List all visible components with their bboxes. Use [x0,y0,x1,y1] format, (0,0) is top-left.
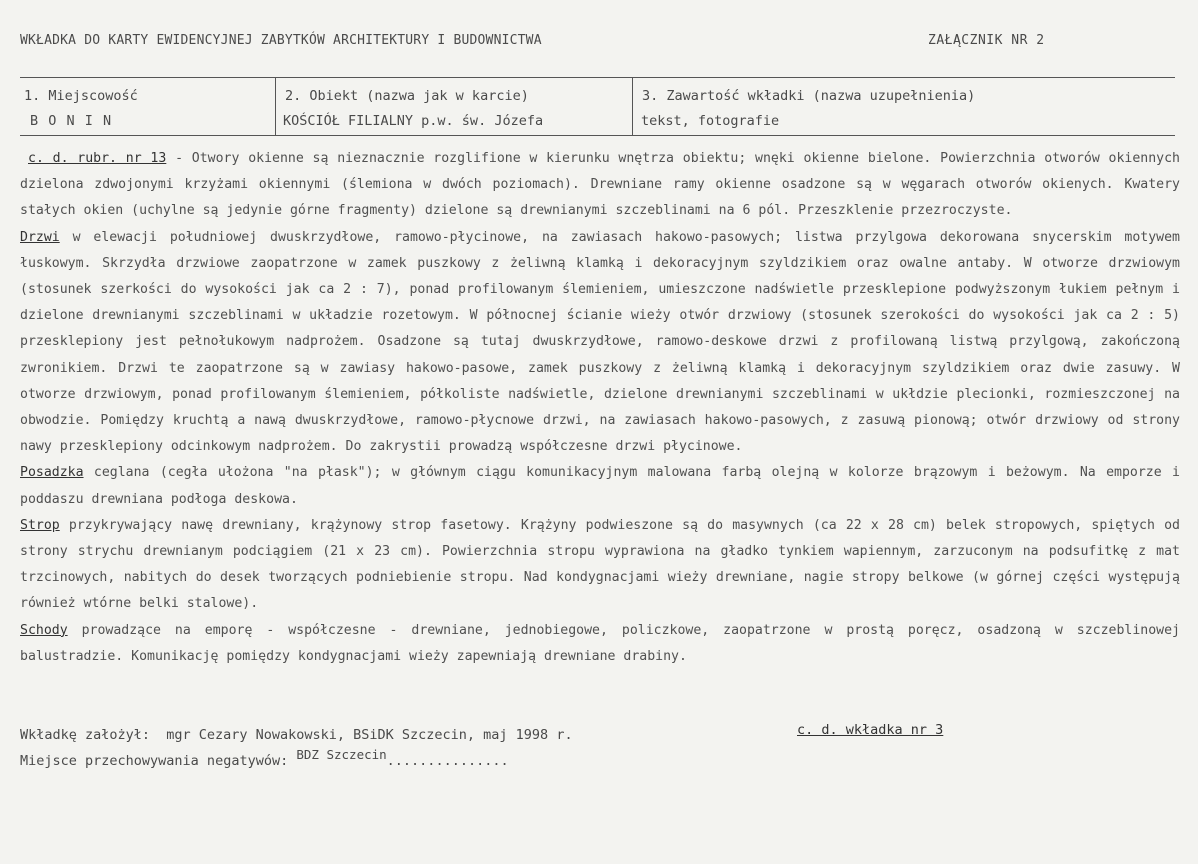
document-title: WKŁADKA DO KARTY EWIDENCYJNEJ ZABYTKÓW ARCHITEKTURY I BUDOWNICTWA [20,33,542,48]
ceiling-heading: Strop [20,517,60,533]
author-label: Wkładkę założył: [20,727,151,743]
attachment-number: ZAŁĄCZNIK NR 2 [928,33,1045,48]
stairs-heading: Schody [20,622,68,638]
description-body [20,146,1180,670]
ceiling-text: przykrywający nawę drewniany, krążynowy strop fasetowy. Krążyny podwieszone są do masywnych (ca 22 x 28 cm) belek stropowych, spiętych od strony strychu drewnianym podciągiem (21 x 23 cm). Powierzchnia stropu wyprawiona na gładko tynkiem wapiennym, zarzuconym na podsufitkę z mat trzcinowych, nabitych do desek tworzących podniebienie stropu. Nad kondygnacjami wieży drewniane, nagie stropy belkowe (w górnej części występują również wtórne belki stalowe). [20,517,1180,612]
paragraph-stairs [20,618,1180,670]
paragraph-continued [20,146,1180,225]
continued-heading: c. d. rubr. nr 13 [28,151,167,166]
location-label: 1. Miejscowość [24,88,138,104]
column-divider-2 [632,77,633,135]
doors-heading: Drzwi [20,229,60,245]
doors-text: w elewacji południowej dwuskrzydłowe, ramowo-płycinowe, na zawiasach hakowo-pasowych; listwa przylgowa dekorowana snycerskim motywem łuskowym. Skrzydła drzwiowe zaopatrzone w zamek puszkowy z żeliwną klamką i dekoracyjnym szyldzikiem oraz owalne antaby. W otworze drzwiowym (stosunek szerkości do wysokości jak ca 2 : 7), ponad profilowanym ślemieniem, umieszczone nadświetle przesklepione podwyższonym łukiem pełnym i dzielone drewnianymi szczeblinami w układzie rozetowym. W północnej ścianie wieży otwór drzwiowy (stosunek szerokości do wysokości jak ca 2 : 5) przesklepiony jest pełnołukowym nadprożem. Osadzone są tutaj dwuskrzydłowe, ramowo-deskowe drzwi z profilowaną listwą przylgową, zakończoną zwronikiem. Drzwi te zaopatrzone są w zawiasy hakowo-pasowe, zamek puszkowy z żeliwną klamką i dekoracyjnym szyldzikiem oraz dwie zasuwy. W otworze drzwiowym, ponad profilowanym ślemieniem, półkoliste nadświetle, dzielone drewnianymi szczeblinami w ukłdzie plecionki, rozmieszczonej na obwodzie. Pomiędzy kruchtą a nawą dwuskrzydłowe, ramowo-płycnowe drzwi, na zawiasach hakowo-pasowych, z zasuwą pionową; otwór drzwiowy od strony nawy przesklepiony odcinkowym nadprożem. Do zakrystii prowadzą współczesne drzwi płycinowe. [20,229,1180,455]
table-top-rule [20,77,1175,78]
author-value: mgr Cezary Nowakowski, BSiDK Szczecin, maj 1998 r. [166,727,573,743]
paragraph-doors [20,225,1180,461]
floor-heading: Posadzka [20,465,84,481]
contents-value: tekst, fotografie [641,113,780,129]
paragraph-ceiling [20,513,1180,618]
storage-value: BDZ Szczecin [296,747,387,762]
location-value: B O N I N [30,113,113,129]
object-value: KOŚCIÓŁ FILIALNY p.w. św. Józefa [283,113,544,129]
floor-text: ceglana (cegła ułożona "na płask"); w głównym ciągu komunikacyjnym malowana farbą olejną w kolorze brązowym i beżowym. Na emporze i poddaszu drewniana podłoga deskowa. [20,465,1180,507]
continued-text: - Otwory okienne są nieznacznie rozglifione w kierunku wnętrza obiektu; wnęki okienne bielone. Powierzchnia otworów okiennych dzielona zdwojonymi krzyżami okiennymi (ślemiona w dwóch poziomach). Drewniane ramy okienne osadzone są w węgarach otworów okienych. Kwatery stałych okien (uchylne są jedynie górne fragmenty) dzielone są drewnianymi szczeblinami na 6 pól. Przeszklenie przezroczyste. [20,151,1180,219]
contents-label: 3. Zawartość wkładki (nazwa uzupełnienia) [642,88,976,104]
author-line [20,727,573,743]
stairs-text: prowadzące na emporę - współczesne - drewniane, jednobiegowe, policzkowe, zaopatrzone w prostą poręcz, osadzoną w szczeblinowej balustradzie. Komunikację pomiędzy kondygnacjami wieży zapewniają drewniane drabiny. [20,622,1180,664]
storage-line [20,747,509,769]
column-divider-1 [275,77,276,135]
dotted-fill: ............... [386,753,509,769]
storage-label: Miejsce przechowywania negatywów: [20,753,289,769]
continued-reference: c. d. wkładka nr 3 [797,722,944,738]
object-label: 2. Obiekt (nazwa jak w karcie) [285,88,529,104]
paragraph-floor [20,460,1180,512]
table-bottom-rule [20,135,1175,136]
